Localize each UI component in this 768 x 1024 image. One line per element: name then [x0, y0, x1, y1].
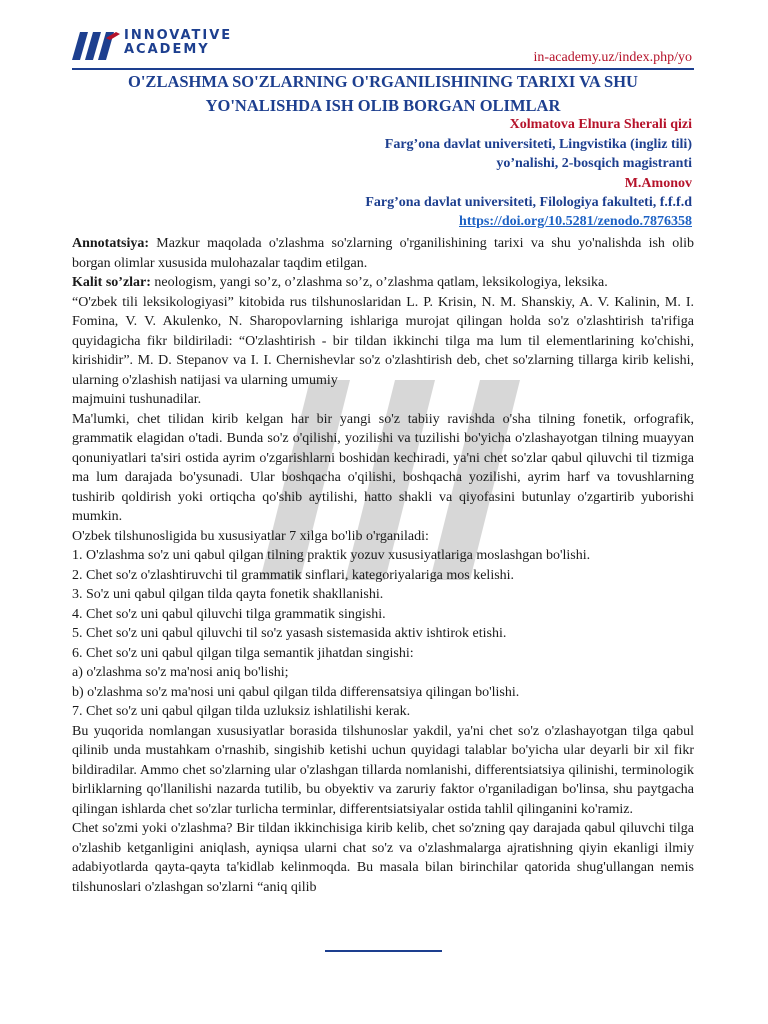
- annotation-label: Annotatsiya:: [72, 236, 150, 251]
- title-line-2: YO'NALISHDA ISH OLIB BORGAN OLIMLAR: [205, 96, 561, 115]
- list-item: 1. O'zlashma so'z uni qabul qilgan tilning praktik yozuv xususiyatlariga moslashgan bo'lishi.: [72, 548, 591, 563]
- list-item: b) o'zlashma so'z ma'nosi uni qabul qilgan tilda differensatsiya qilingan bo'lishi.: [72, 684, 520, 700]
- list-item: 4. Chet so'z uni qabul qiluvchi tilga grammatik singishi.: [72, 606, 386, 622]
- keywords-paragraph: [72, 273, 694, 293]
- list-item: 6. Chet so'z uni qabul qilgan tilga semantik jihatdan singishi:: [72, 645, 414, 661]
- article-title: [72, 70, 694, 118]
- logo-text: [124, 29, 232, 57]
- keywords-label: Kalit so’zlar:: [72, 275, 151, 290]
- logo-line-1: INNOVATIVE: [124, 28, 233, 43]
- logo-line-2: ACADEMY: [124, 42, 210, 57]
- doi-link[interactable]: https://doi.org/10.5281/zenodo.7876358: [459, 214, 692, 229]
- annotation-text: Mazkur maqolada o'zlashma so'zlarning o'rganilishining tarixi va shu yo'nalishda ish olib borgan olimlar xususida mulohazalar taqdim etilgan.: [72, 236, 694, 271]
- keywords-text: neologism, yangi so’z, o’zlashma so’z, o’zlashma qatlam, leksikologiya, leksika.: [150, 275, 608, 290]
- list-item: 2. Chet so'z o'zlashtiruvchi til grammatik sinflari, kategoriyalariga mos kelishi.: [72, 567, 515, 583]
- paragraph-3: O'zbek tilshunosligida bu xususiyatlar 7 xilga bo'lib o'rganiladi:: [72, 528, 429, 544]
- author2-name: M.Amonov: [624, 176, 692, 191]
- list-item: 3. So'z uni qabul qilgan tilda qayta fonetik shakllanishi.: [72, 587, 384, 602]
- site-url-link[interactable]: in-academy.uz/index.php/yo: [533, 50, 692, 65]
- author2-affiliation: Farg’ona davlat universiteti, Filologiya fakulteti, f.f.f.d: [365, 195, 692, 210]
- paragraph-5: Chet so'zmi yoki o'zlashma? Bir tildan ikkinchisiga kirib kelib, chet so'zning qay darajada qabul qiluvchi tilga o'zlashib ketganligini aniqlash, ayniqsa ularni chat so'z va o'zlashmalarga ajratishning qiyin ekanligi ilmiy adabiyotlarda qayta-qayta ta'kidlab kelinmoqda. Bu masala bilan birinchilar qatorida shug'ullangan nemis tilshunoslari o'zlashgan so'zlarni “aniq qilib: [72, 821, 694, 895]
- list-item: 7. Chet so'z uni qabul qilgan tilda uzluksiz ishlatilishi kerak.: [72, 704, 411, 719]
- footer-divider: [325, 950, 442, 952]
- paragraph-2: Ma'lumki, chet tilidan kirib kelgan har bir yangi so'z tabiiy ravishda o'sha tilning fonetik, orfografik, grammatik elagidan o'tadi. Bunda so'z o'qilishi, yozilishi va tuzilishi bo'yicha o'zlashayotgan tilning muayyan qonuniyatlari ta'siri ostida ayrim o'zgarishlarni boshidan kechiradi, ya'ni chet so'zlar qabul qiluvchi til tizmiga ma lum darajada bo'ysunadi. Ular boshqacha o'qilishi, boshqacha yozilishi, ayrim harf va tovushlarning tushirib qoldirish yoki ortiqcha qo'shib aytilishi, hatto shakli va qiyofasini butunlay o'zgartirib yuborishi mumkin.: [72, 411, 694, 524]
- article-body: [72, 234, 694, 897]
- paragraph-4: Bu yuqorida nomlangan xususiyatlar borasida tilshunoslar yakdil, ya'ni chet so'z o'zlashayotgan tilga qabul qilinib unda mustahkam o'rnashib, singishib ketishi uchun quyidagi talablar bo'yicha ular deyarli bir xil fikr bildiradilar. Ammo chet so'zlarning ular o'zlashgan tillarda nomlanishi, differentsiatsiya qilinishi, terminologik birliklarning qo'llanilishi nazarda tutilib, bu obyektiv va zaruriy faktor o'rganiladigan bo'linsa, shu paytgacha qilingan ishlarda chet so'zlar turlicha terminlar, differentsiatsiyalar ostida tahlil qilinganini ko'ramiz.: [72, 723, 694, 817]
- author1-affiliation-1: Farg’ona davlat universiteti, Lingvistika (ingliz tili): [384, 137, 692, 152]
- list-item: a) o'zlashma so'z ma'nosi aniq bo'lishi;: [72, 665, 289, 680]
- annotation-paragraph: [72, 234, 694, 273]
- title-line-1: O'ZLASHMA SO'ZLARNING O'RGANILISHINING TARIXI VA SHU: [128, 72, 638, 91]
- paragraph-1b: majmuini tushunadilar.: [72, 392, 202, 407]
- author1-affiliation-2: yo’nalishi, 2-bosqich magistranti: [496, 156, 692, 171]
- author1-name: Xolmatova Elnura Sherali qizi: [509, 117, 692, 132]
- paragraph-1: “O'zbek tili leksikologiyasi” kitobida rus tilshunoslaridan L. P. Krisin, N. M. Shanskiy, A. V. Kalinin, M. I. Fomina, V. V. Akulenko, N. Sharopovlarning ishlariga murojat qilingan holda so'z o'zlashtirish ta'rifiga quyidagicha fikr bildiriladi: “O'zlashtirish - bir tildan ikkinchi tilga ma lum til elementlarining ko'chishi, kirishidir”. M. D. Stepanov va I. I. Chernishevlar so'z o'zlashtirish deb, chet so'zlarning tillarga kirib kelishi, ularning o'zlashish natijasi va ularning umumiy: [72, 294, 694, 388]
- list-item: 5. Chet so'z uni qabul qiluvchi til so'z yasash sistemasida aktiv ishtirok etishi.: [72, 626, 507, 641]
